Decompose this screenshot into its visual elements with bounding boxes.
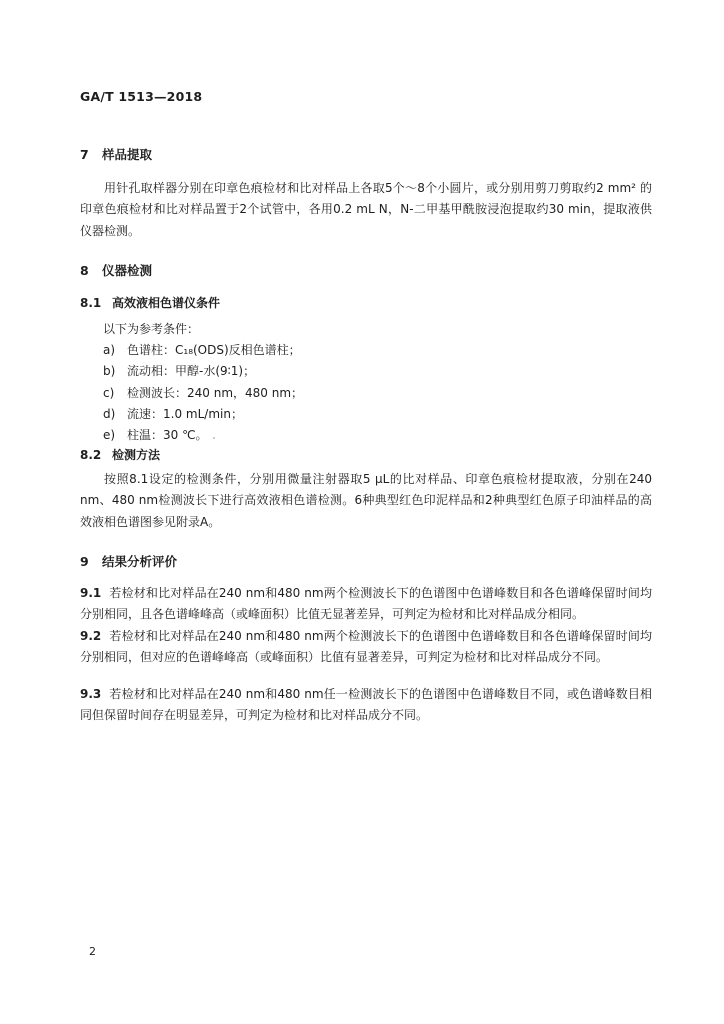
list-item-text: 流动相：甲醇-水(9∶1)； [127, 364, 256, 379]
section-7-heading [80, 145, 152, 163]
list-marker: e) [103, 428, 116, 443]
section-8-heading [80, 261, 152, 279]
document-header: GA/T 1513—2018 [80, 89, 203, 104]
list-item [103, 340, 303, 361]
list-item-text: 色谱柱：C₁₈(ODS)反相色谱柱； [127, 343, 301, 357]
list-item [103, 383, 303, 404]
list-item-text: 流速：1.0 mL/min； [127, 406, 243, 421]
section-title: 仪器检测 [102, 263, 153, 278]
list-marker: d) [103, 406, 116, 421]
section-8-1-heading [80, 294, 220, 311]
page-number: 2 [89, 945, 96, 958]
clause-9-2 [80, 626, 652, 669]
list-item [103, 361, 303, 382]
clause-number: 9.3 [80, 687, 102, 701]
conditions-list [103, 340, 303, 446]
list-item [103, 404, 303, 425]
section-number: 7 [80, 147, 89, 162]
subsection-title: 检测方法 [112, 448, 161, 462]
clause-text: 若检材和比对样品在240 nm和480 nm任一检测波长下的色谱图中色谱峰数目不同，或色谱峰数目相同但保留时间存在明显差异，可判定为检材和比对样品成分不同。 [80, 687, 652, 723]
section-number: 8 [80, 263, 89, 278]
clause-number: 9.1 [80, 586, 102, 600]
list-marker: c) [103, 385, 115, 400]
list-item [103, 425, 303, 446]
clause-9-3 [80, 684, 652, 727]
section-number: 9 [80, 554, 89, 569]
clause-number: 9.2 [80, 629, 102, 643]
subsection-number: 8.1 [80, 296, 102, 310]
list-item-text: 柱温：30 ℃。 [127, 428, 208, 443]
conditions-lead: 以下为参考条件： [103, 322, 200, 336]
scan-speck [213, 437, 215, 439]
list-marker: b) [103, 364, 116, 379]
subsection-title: 高效液相色谱仪条件 [112, 296, 221, 310]
list-marker: a) [103, 343, 116, 357]
list-item-text: 检测波长：240 nm，480 nm； [127, 385, 304, 400]
clause-text: 若检材和比对样品在240 nm和480 nm两个检测波长下的色谱图中色谱峰数目和各色谱峰保留时间均分别相同，但对应的色谱峰峰高（或峰面积）比值有显著差异，可判定为检材和比对样品成分不同。 [80, 629, 652, 665]
section-7-paragraph: 用针孔取样器分别在印章色痕检材和比对样品上各取5个～8个小圆片，或分别用剪刀剪取约2 mm² 的印章色痕检材和比对样品置于2个试管中，各用0.2 mL N，N-二甲基甲酰胺浸泡提取约30 min，提取液供仪器检测。 [80, 181, 652, 238]
clause-9-1 [80, 583, 652, 626]
section-8-2-paragraph: 按照8.1设定的检测条件，分别用微量注射器取5 μL的比对样品、印章色痕检材提取液，分别在240 nm、480 nm检测波长下进行高效液相色谱检测。6种典型红色印泥样品和2种典型红色原子印油样品的高效液相色谱图参见附录A。 [80, 472, 652, 529]
section-9-heading [80, 552, 177, 570]
section-title: 结果分析评价 [102, 554, 178, 569]
subsection-number: 8.2 [80, 448, 102, 462]
section-8-2-heading [80, 446, 160, 463]
section-title: 样品提取 [102, 147, 153, 162]
clause-text: 若检材和比对样品在240 nm和480 nm两个检测波长下的色谱图中色谱峰数目和各色谱峰保留时间均分别相同，且各色谱峰峰高（或峰面积）比值无显著差异，可判定为检材和比对样品成分相同。 [80, 586, 652, 622]
